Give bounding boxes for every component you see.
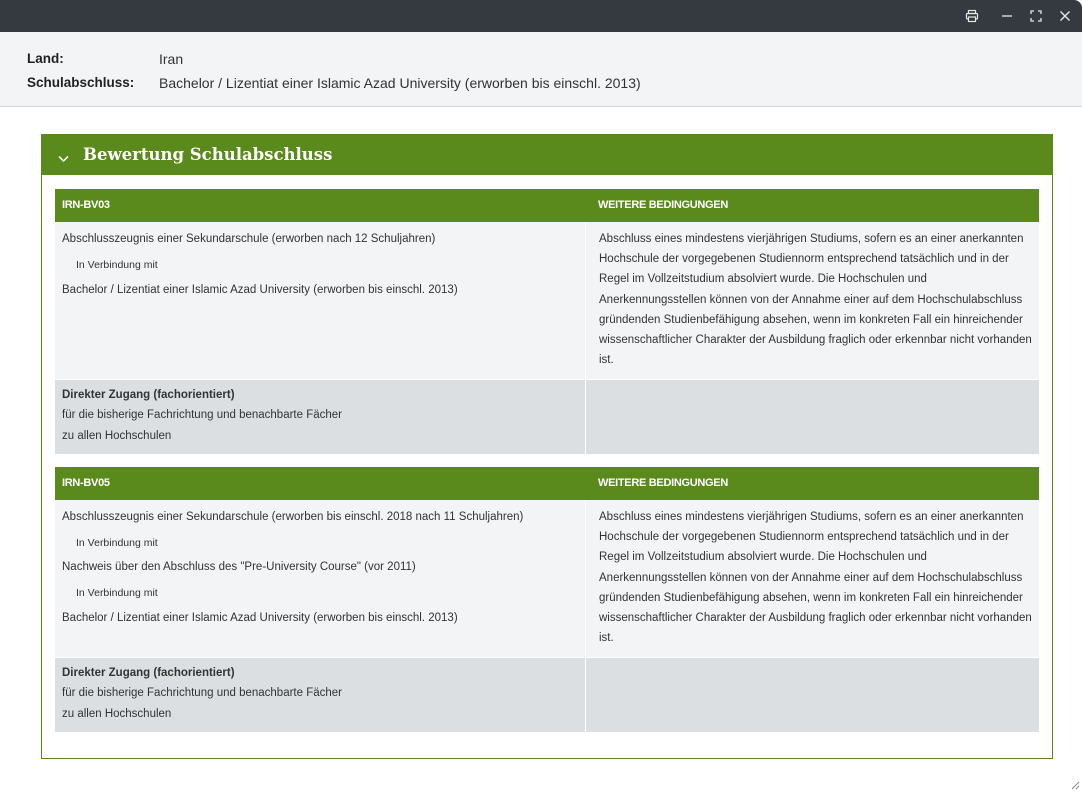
access-cell bbox=[55, 380, 585, 454]
access-line: zu allen Hochschulen bbox=[62, 708, 172, 720]
access-empty-cell bbox=[586, 658, 1039, 732]
access-line: für die bisherige Fachrichtung und benachbarte Fächer bbox=[62, 687, 343, 699]
requirements-cell bbox=[55, 500, 585, 657]
table-code: IRN-BV05 bbox=[62, 477, 110, 489]
table-code: IRN-BV03 bbox=[62, 199, 110, 211]
bewertung-panel bbox=[41, 134, 1053, 759]
requirement-text: Bachelor / Lizentiat einer Islamic Azad University (erworben bis einschl. 2013) bbox=[62, 284, 458, 296]
info-header bbox=[0, 32, 1082, 107]
access-empty-cell bbox=[586, 380, 1039, 454]
land-label: Land: bbox=[27, 51, 64, 66]
panel-title: Bewertung Schulabschluss bbox=[83, 145, 333, 164]
conditions-cell bbox=[586, 500, 1039, 657]
abschluss-value: Bachelor / Lizentiat einer Islamic Azad University (erworben bis einschl. 2013) bbox=[159, 75, 641, 91]
resize-handle-icon[interactable] bbox=[1071, 777, 1080, 795]
connector-text: In Verbindung mit bbox=[76, 537, 158, 549]
table-header bbox=[55, 467, 1039, 500]
print-icon[interactable] bbox=[963, 7, 981, 25]
close-icon[interactable] bbox=[1056, 7, 1074, 25]
requirement-text: Bachelor / Lizentiat einer Islamic Azad University (erworben bis einschl. 2013) bbox=[62, 612, 458, 624]
minimize-icon[interactable] bbox=[998, 7, 1016, 25]
access-line: für die bisherige Fachrichtung und benachbarte Fächer bbox=[62, 409, 343, 421]
access-cell bbox=[55, 658, 585, 732]
abschluss-label: Schulabschluss: bbox=[27, 75, 135, 90]
table-header bbox=[55, 189, 1039, 222]
connector-text: In Verbindung mit bbox=[76, 259, 158, 271]
evaluation-table bbox=[55, 189, 1039, 454]
window-titlebar bbox=[0, 0, 1082, 32]
conditions-header: WEITERE BEDINGUNGEN bbox=[598, 477, 728, 489]
requirement-text: Abschlusszeugnis einer Sekundarschule (erworben bis einschl. 2018 nach 11 Schuljahren) bbox=[62, 511, 524, 523]
access-line: zu allen Hochschulen bbox=[62, 430, 172, 442]
conditions-text: Abschluss eines mindestens vierjährigen Studiums, sofern es an einer anerkannten Hochschule der vorgegebenen Studiennorm entsprechend tatsächlich und in der Regel im Vollzeitstudium absolviert wurde. Die Hochschulen und Anerkennungsstellen können von der Annahme einer auf dem Hochschulabschluss gründenden Studienbefähigung absehen, wenn im konkreten Fall ein hinreichender wissenschaftlicher Charakter der Ausbildung fraglich oder erkennbar nicht vorhanden ist. bbox=[599, 233, 1032, 367]
requirements-cell bbox=[55, 222, 585, 379]
requirement-text: Abschlusszeugnis einer Sekundarschule (erworben nach 12 Schuljahren) bbox=[62, 233, 436, 245]
conditions-cell bbox=[586, 222, 1039, 379]
access-title: Direkter Zugang (fachorientiert) bbox=[62, 389, 235, 401]
land-value: Iran bbox=[159, 51, 184, 67]
conditions-header: WEITERE BEDINGUNGEN bbox=[598, 199, 728, 211]
conditions-text: Abschluss eines mindestens vierjährigen Studiums, sofern es an einer anerkannten Hochschule der vorgegebenen Studiennorm entsprechend tatsächlich und in der Regel im Vollzeitstudium absolviert wurde. Die Hochschulen und Anerkennungsstellen können von der Annahme einer auf dem Hochschulabschluss gründenden Studienbefähigung absehen, wenn im konkreten Fall ein hinreichender wissenschaftlicher Charakter der Ausbildung fraglich oder erkennbar nicht vorhanden ist. bbox=[599, 511, 1032, 645]
maximize-icon[interactable] bbox=[1027, 7, 1045, 25]
connector-text: In Verbindung mit bbox=[76, 587, 158, 599]
access-title: Direkter Zugang (fachorientiert) bbox=[62, 667, 235, 679]
panel-header-toggle[interactable] bbox=[42, 135, 1052, 175]
chevron-down-icon bbox=[58, 150, 69, 168]
evaluation-table bbox=[55, 467, 1039, 732]
requirement-text: Nachweis über den Abschluss des "Pre-University Course" (vor 2011) bbox=[62, 561, 416, 573]
